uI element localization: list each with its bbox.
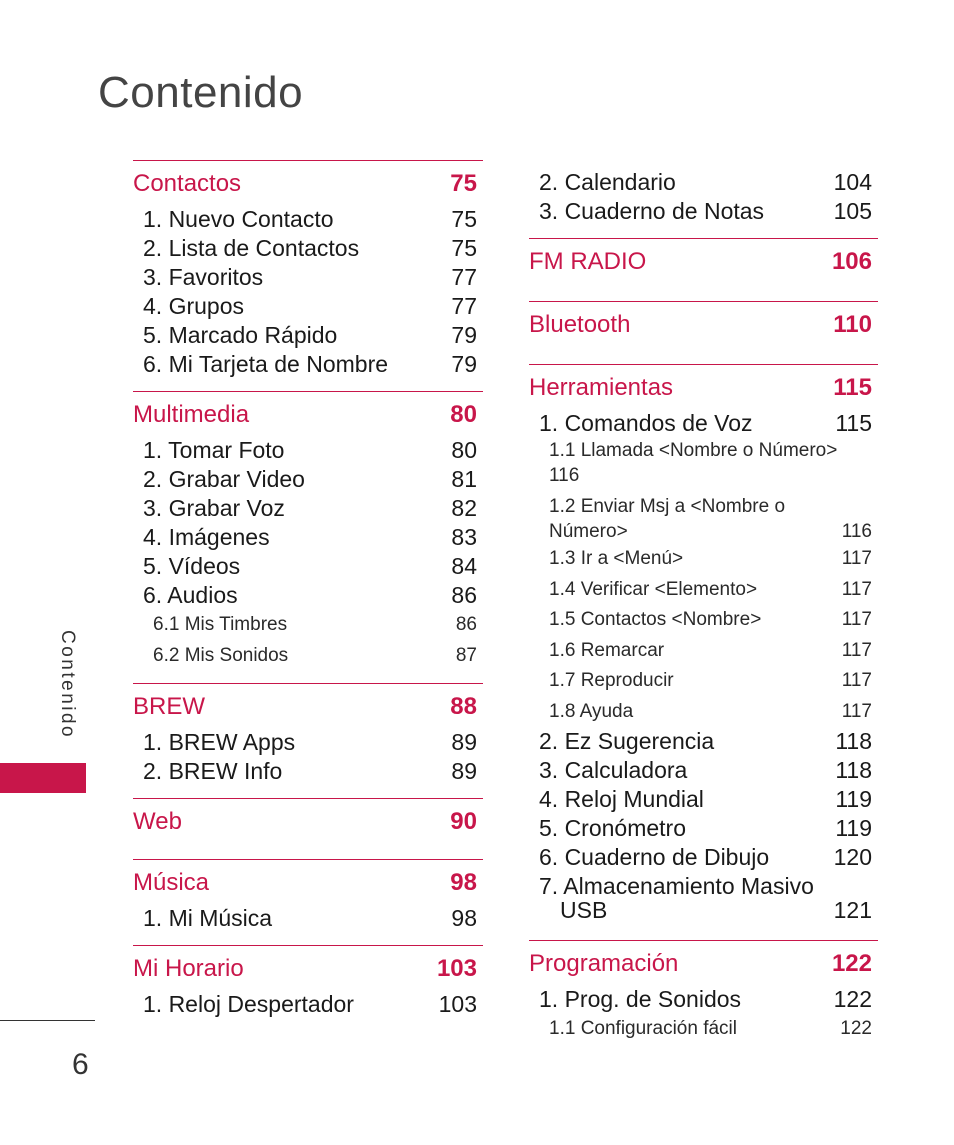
toc-subitem-page: 117 (841, 639, 872, 661)
toc-subitem[interactable] (133, 610, 483, 641)
toc-subitem-label: 1.4 Verificar <Elemento> (549, 578, 758, 600)
section-page: 75 (450, 170, 477, 197)
toc-item-page: 118 (835, 728, 872, 754)
toc-item[interactable] (529, 874, 878, 922)
toc-item-page: 89 (451, 729, 477, 755)
toc-item[interactable] (133, 436, 483, 465)
section-page: 110 (833, 311, 872, 338)
section-heading[interactable] (133, 692, 483, 722)
toc-subitem-label: 1.6 Remarcar (549, 639, 665, 661)
toc-subitem-page: 87 (455, 644, 477, 666)
toc-section-bluetooth (529, 301, 878, 352)
section-title: Música (133, 869, 210, 896)
toc-item[interactable] (133, 581, 483, 610)
toc-item-label: 1. Tomar Foto (143, 437, 285, 463)
toc-item-label: 2. Ez Sugerencia (539, 728, 715, 754)
toc-item-page: 75 (451, 206, 477, 232)
toc-item-page: 120 (833, 844, 872, 870)
section-heading[interactable] (133, 400, 483, 430)
section-title: Mi Horario (133, 955, 244, 982)
toc-section-multimedia (133, 391, 483, 671)
toc-section-brew (133, 683, 483, 786)
toc-section-programacion (529, 940, 878, 1045)
toc-subitem-page: 117 (841, 548, 872, 569)
section-heading[interactable] (529, 247, 878, 277)
toc-item-page: 77 (451, 293, 477, 319)
toc-item-label: 1. Reloj Despertador (143, 991, 354, 1017)
toc-subitem-page: 122 (840, 1018, 872, 1039)
toc-item-page: 119 (835, 815, 872, 841)
toc-subitem-label: 1.3 Ir a <Menú> (549, 548, 684, 569)
toc-item-label: 1. Comandos de Voz (539, 410, 753, 436)
toc-subitem-label: 1.5 Contactos <Nombre> (549, 609, 762, 630)
toc-subitem-label-cont: Número> (549, 521, 628, 542)
toc-subitem-page: 116 (841, 521, 872, 542)
toc-item-label: 3. Calculadora (539, 757, 688, 783)
toc-subitem-label: 6.2 Mis Sonidos (153, 644, 289, 666)
toc-subitem-label: 1.7 Reproducir (549, 670, 674, 691)
toc-subitem-page: 117 (841, 700, 872, 722)
toc-subitem[interactable] (133, 641, 483, 672)
toc-item[interactable] (133, 465, 483, 494)
toc-item-label: 4. Imágenes (143, 524, 270, 550)
section-title: Programación (529, 950, 679, 977)
toc-section-herramientas (529, 364, 878, 922)
toc-subitem-label: 1.2 Enviar Msj a <Nombre o (549, 496, 786, 517)
toc-item-page: 115 (835, 410, 872, 436)
section-heading[interactable] (529, 949, 878, 979)
toc-left-column (133, 160, 483, 1031)
toc-subitem[interactable] (529, 605, 878, 636)
toc-item-label: 5. Marcado Rápido (143, 322, 338, 348)
toc-item-label: 3. Favoritos (143, 264, 264, 290)
toc-item-label: 5. Vídeos (143, 553, 241, 579)
toc-subitem-page: 117 (841, 578, 872, 600)
toc-item[interactable] (529, 814, 878, 843)
toc-item[interactable] (529, 727, 878, 756)
toc-item-label: 1. Mi Música (143, 905, 273, 931)
toc-right-column (529, 168, 878, 1057)
toc-item-label: 5. Cronómetro (539, 815, 687, 841)
toc-item[interactable] (133, 321, 483, 350)
toc-item-label: 7. Almacenamiento Masivo (539, 873, 814, 899)
section-page: 98 (450, 869, 477, 896)
toc-item[interactable] (133, 350, 483, 379)
toc-subitem-page: 117 (841, 609, 872, 630)
toc-item[interactable] (133, 205, 483, 234)
toc-section-web (133, 798, 483, 847)
toc-item-label: 2. Lista de Contactos (143, 235, 360, 261)
toc-section-continued (529, 168, 878, 226)
section-page: 88 (450, 693, 477, 720)
toc-item-page: 82 (451, 495, 477, 521)
section-heading[interactable] (133, 868, 483, 898)
toc-item[interactable] (133, 292, 483, 321)
toc-item-label: 6. Cuaderno de Dibujo (539, 844, 770, 870)
toc-item-page: 121 (833, 897, 872, 923)
section-page: 103 (436, 955, 477, 982)
side-tab-marker (0, 763, 86, 793)
toc-item-page: 103 (438, 991, 477, 1017)
toc-item-page: 86 (451, 582, 477, 608)
toc-item-page: 83 (451, 524, 477, 550)
page-title: Contenido (98, 68, 304, 117)
toc-subitem[interactable] (529, 544, 878, 575)
toc-item[interactable] (529, 756, 878, 785)
toc-item-label: 1. Prog. de Sonidos (539, 986, 742, 1012)
toc-item[interactable] (529, 409, 878, 438)
toc-subitem-label: 6.1 Mis Timbres (153, 614, 288, 635)
toc-item-label: 4. Reloj Mundial (539, 786, 704, 812)
toc-item-page: 75 (451, 235, 477, 261)
toc-item[interactable] (529, 785, 878, 814)
toc-item-page: 118 (835, 757, 872, 783)
toc-section-contactos (133, 160, 483, 379)
toc-item-page: 81 (451, 466, 477, 492)
toc-item[interactable] (133, 990, 483, 1019)
toc-item-page: 80 (451, 437, 477, 463)
toc-item-label: 1. Nuevo Contacto (143, 206, 334, 232)
toc-item-page: 84 (451, 553, 477, 579)
toc-section-musica (133, 859, 483, 933)
section-title: Web (133, 808, 182, 835)
toc-item[interactable] (133, 552, 483, 581)
toc-item[interactable] (133, 234, 483, 263)
section-title: FM RADIO (529, 248, 647, 275)
toc-item-page: 98 (451, 905, 477, 931)
toc-item-label: 1. BREW Apps (143, 729, 296, 755)
toc-subitem-label: 1.1 Configuración fácil (549, 1018, 737, 1039)
section-heading[interactable] (529, 310, 878, 340)
section-page: 122 (831, 950, 872, 977)
toc-item-label: 4. Grupos (143, 293, 244, 319)
section-heading[interactable] (133, 169, 483, 199)
section-heading[interactable] (133, 807, 483, 837)
toc-item-label: 3. Cuaderno de Notas (539, 198, 765, 224)
toc-item-page: 122 (833, 986, 872, 1012)
toc-item[interactable] (133, 494, 483, 523)
toc-item[interactable] (529, 843, 878, 872)
toc-item-page: 79 (451, 351, 477, 377)
toc-item-label: 3. Grabar Voz (143, 495, 285, 521)
toc-subitem[interactable] (529, 666, 878, 697)
toc-item-label: 2. Grabar Video (143, 466, 305, 492)
toc-subitem[interactable] (529, 494, 878, 544)
toc-subitem-label: 1.1 Llamada <Nombre o Número> (549, 440, 838, 461)
footer-rule (0, 1020, 95, 1021)
toc-subitem-label-cont: 116 (549, 465, 580, 486)
toc-section-fm-radio (529, 238, 878, 289)
toc-item-page: 104 (833, 169, 872, 195)
section-title: BREW (133, 693, 205, 720)
toc-item[interactable] (133, 728, 483, 757)
section-title: Bluetooth (529, 311, 631, 338)
toc-subitem[interactable] (529, 575, 878, 606)
toc-item[interactable] (133, 523, 483, 552)
section-title: Herramientas (529, 374, 674, 401)
toc-subitem[interactable] (529, 697, 878, 728)
section-heading[interactable] (529, 373, 878, 403)
toc-subitem[interactable] (529, 438, 878, 488)
toc-item-page: 105 (833, 198, 872, 224)
toc-subitem[interactable] (529, 1014, 878, 1045)
toc-item-page: 79 (451, 322, 477, 348)
toc-subitem-page: 86 (455, 614, 477, 635)
section-title: Multimedia (133, 401, 250, 428)
toc-section-mi-horario (133, 945, 483, 1019)
toc-item-label-cont: USB (560, 897, 608, 923)
toc-item-label: 2. Calendario (539, 169, 676, 195)
toc-item-label: 6. Audios (143, 582, 238, 608)
section-title: Contactos (133, 170, 242, 197)
section-page: 80 (450, 401, 477, 428)
toc-item-label: 6. Mi Tarjeta de Nombre (143, 351, 389, 377)
toc-item-page: 77 (451, 264, 477, 290)
section-heading[interactable] (133, 954, 483, 984)
toc-item-label: 2. BREW Info (143, 758, 283, 784)
toc-item[interactable] (133, 263, 483, 292)
toc-item-page: 89 (451, 758, 477, 784)
toc-item[interactable] (529, 985, 878, 1014)
toc-item[interactable] (529, 168, 878, 197)
section-page: 115 (833, 374, 872, 401)
toc-item[interactable] (133, 904, 483, 933)
toc-subitem-page: 117 (841, 670, 872, 691)
section-page: 106 (831, 248, 872, 275)
side-section-label: Contenido (57, 630, 78, 740)
toc-item[interactable] (133, 757, 483, 786)
toc-subitem[interactable] (529, 636, 878, 667)
section-page: 90 (450, 808, 477, 835)
toc-item[interactable] (529, 197, 878, 226)
toc-item-page: 119 (835, 786, 872, 812)
toc-subitem-label: 1.8 Ayuda (549, 700, 634, 722)
page-number: 6 (72, 1048, 89, 1081)
